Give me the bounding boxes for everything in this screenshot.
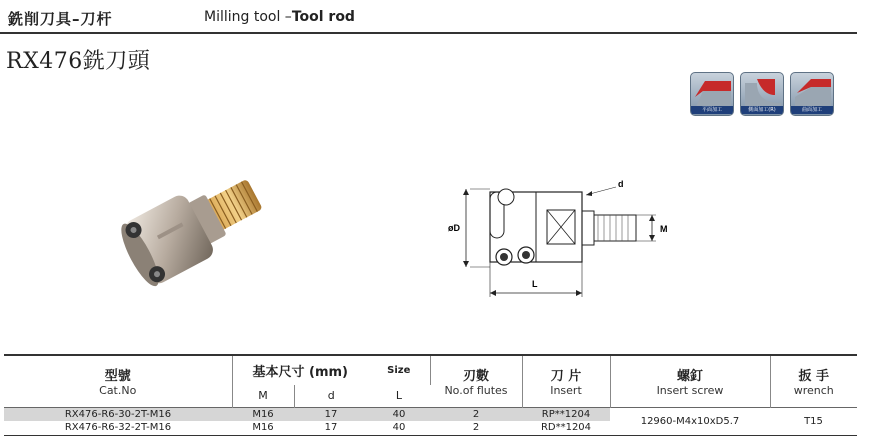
L-cell: 40 bbox=[368, 407, 430, 421]
face-milling-icon bbox=[690, 72, 734, 116]
cat-cell: RX476-R6-30-2T-M16 bbox=[4, 407, 232, 421]
dim-d-label: d bbox=[618, 179, 624, 189]
header-rule bbox=[0, 32, 857, 34]
flutes-cell: 2 bbox=[430, 407, 522, 421]
flutes-cell: 2 bbox=[430, 421, 522, 435]
category-emphasis: Tool rod bbox=[291, 9, 355, 25]
operation-label: 側面加工(R) bbox=[741, 106, 783, 114]
technical-drawing bbox=[440, 175, 680, 309]
col-L-header: L bbox=[395, 389, 403, 403]
wrench-cell: T15 bbox=[770, 407, 857, 435]
insert-cell: RP**1204 bbox=[522, 407, 610, 421]
insert-cell: RD**1204 bbox=[522, 421, 610, 435]
d-cell: 17 bbox=[294, 407, 368, 421]
table-header-row bbox=[4, 355, 857, 385]
M-cell: M16 bbox=[232, 407, 294, 421]
profile-milling-icon bbox=[790, 72, 834, 116]
cat-cell: RX476-R6-32-2T-M16 bbox=[4, 421, 232, 435]
page-header bbox=[8, 6, 856, 32]
tool-photo bbox=[120, 168, 290, 322]
operation-label: 平面加工 bbox=[691, 106, 733, 114]
spec-table bbox=[4, 354, 857, 436]
col-M-header: M bbox=[232, 385, 294, 407]
col-d-header: d bbox=[327, 389, 335, 403]
operation-label: 曲面加工 bbox=[791, 106, 833, 114]
d-cell: 17 bbox=[294, 421, 368, 435]
category-title-cn: 銑削刀具–刀杆 bbox=[8, 10, 113, 28]
operation-icons bbox=[690, 72, 834, 116]
col-size-header: Size bbox=[368, 355, 430, 385]
dim-D-label: øD bbox=[448, 223, 460, 233]
col-dims-header: 基本尺寸 (mm) bbox=[252, 365, 348, 380]
category-title-en bbox=[204, 9, 355, 25]
product-title: RX476銑刀頭 bbox=[6, 49, 151, 74]
col-insert-header: 刀 片 Insert bbox=[522, 355, 610, 407]
M-cell: M16 bbox=[232, 421, 294, 435]
col-flutes-header: 刃數 No.of flutes bbox=[430, 355, 522, 407]
dim-M-label: M bbox=[660, 224, 668, 234]
L-cell: 40 bbox=[368, 421, 430, 435]
col-screw-header: 螺釘 Insert screw bbox=[610, 355, 770, 407]
col-wrench-header: 扳 手 wrench bbox=[793, 369, 834, 398]
col-cat-header: 型號 Cat.No bbox=[4, 355, 232, 407]
table-row bbox=[4, 407, 857, 421]
screw-cell: 12960-M4x10xD5.7 bbox=[610, 407, 770, 435]
category-prefix: Milling tool – bbox=[204, 9, 292, 25]
dim-L-label: L bbox=[532, 279, 538, 289]
side-milling-icon bbox=[740, 72, 784, 116]
